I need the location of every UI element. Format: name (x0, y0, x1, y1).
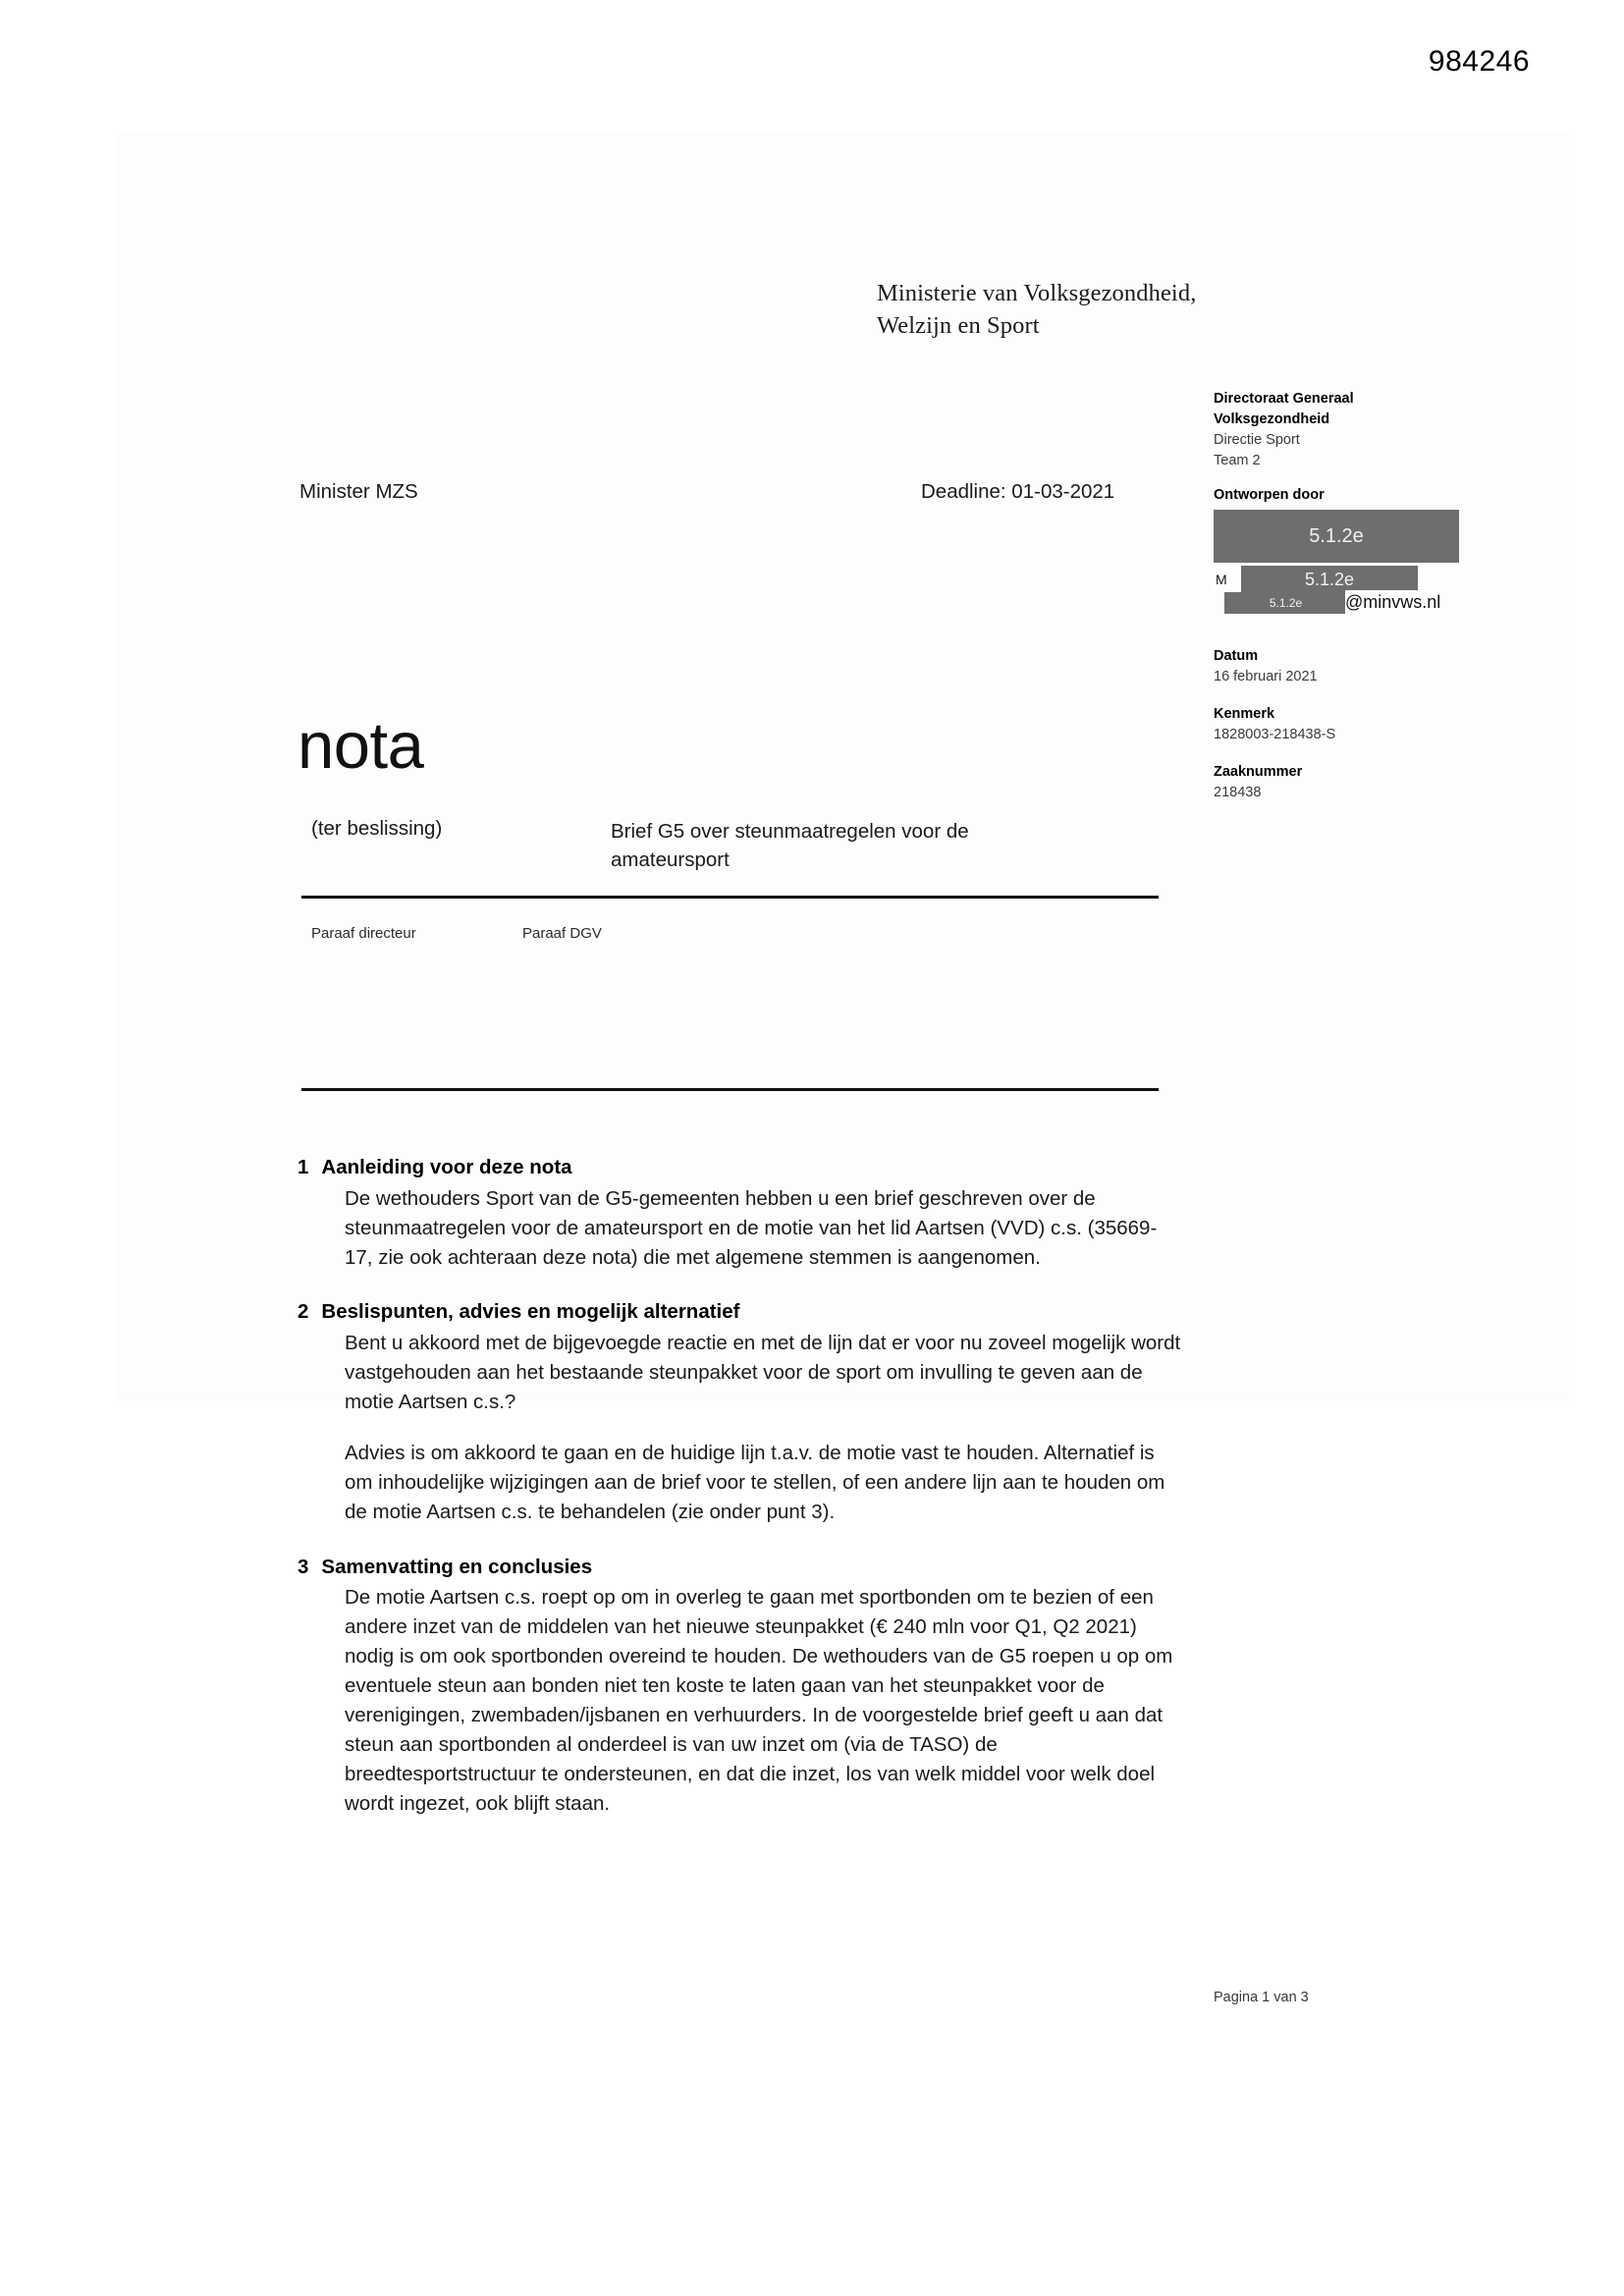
case-number-value: 218438 (1214, 785, 1262, 801)
directorate-line-2: Volksgezondheid (1214, 411, 1330, 428)
team-name: Team 2 (1214, 453, 1261, 469)
section-number: 1 (298, 1156, 309, 1178)
section-heading (298, 1153, 1183, 1182)
section-paragraph: De wethouders Sport van de G5-gemeenten hebben u een brief geschreven over de steunmaatregelen voor de amateursport en de motie van het lid Aartsen (VVD) c.s. (35669-17, zie ook achteraan deze nota) die met algemene stemmen is aangenomen. (345, 1186, 1158, 1269)
signature-field-director: Paraaf directeur (311, 925, 416, 942)
deadline: Deadline: 01-03-2021 (921, 480, 1115, 503)
signature-field-dgv: Paraaf DGV (522, 925, 602, 942)
metadata-column (1214, 389, 1459, 506)
redaction-block-designer-name: 5.1.2e (1214, 510, 1459, 563)
document-section (298, 1297, 1183, 1526)
section-paragraph: Bent u akkoord met de bijgevoegde reactie en met de lijn dat er voor nu zoveel mogelijk wordt vastgehouden aan het bestaande steunpakket voor de sport om invulling te geven aan de motie Aartsen c.s.? (345, 1332, 1181, 1414)
section-paragraph: Advies is om akkoord te gaan en de huidige lijn t.a.v. de motie vast te houden. Alternatief is om inhoudelijke wijzigingen aan de brief voor te stellen, of een andere lijn aan te houden om de motie Aartsen c.s. te behandelen (zie onder punt 3). (345, 1441, 1165, 1523)
section-body (298, 1184, 1183, 1273)
document-number: 984246 (1428, 45, 1530, 78)
section-title: Aanleiding voor deze nota (321, 1156, 572, 1178)
addressee: Minister MZS (299, 480, 418, 503)
date-value: 16 februari 2021 (1214, 669, 1318, 685)
section-title: Beslispunten, advies en mogelijk alternatief (321, 1300, 740, 1324)
divider-bottom (301, 1088, 1159, 1091)
nota-subject: Brief G5 over steunmaatregelen voor de amateursport (611, 820, 969, 872)
section-body (298, 1583, 1183, 1818)
section-heading (298, 1297, 1183, 1327)
section-body (298, 1329, 1183, 1527)
case-number-label: Zaaknummer (1214, 764, 1303, 781)
metadata-column-lower (1214, 646, 1459, 803)
section-paragraph: De motie Aartsen c.s. roept op om in overleg te gaan met sportbonden om te bezien of een andere inzet van de middelen van het nieuwe steunpakket (€ 240 mln voor Q1, Q2 2021) nodig is om ook sportbonden overeind te houden. De wethouders van de G5 roepen u op om eventuele steun aan bonden niet ten koste te laten gaan van het steunpakket voor de verenigingen, zwembaden/ijsbanen en verhuurders. In de voorgestelde brief geeft u aan dat steun aan sportbonden al onderdeel is van uw inzet om (via de TASO) de breedtesportstructuur te ondersteunen, en dat die inzet, los van welk middel voor welk doel wordt ingezet, ook blijft staan. (345, 1586, 1173, 1815)
redaction-block-email-local-part: 5.1.2e (1224, 592, 1347, 614)
page-title: nota (298, 709, 424, 783)
mobile-label: M (1214, 566, 1241, 593)
page-footer: Pagina 1 van 3 (1214, 1990, 1309, 2005)
document-body (298, 1153, 1183, 1844)
redaction-row-mobile (1214, 566, 1459, 593)
divider-top (301, 896, 1159, 899)
designed-by-label: Ontworpen door (1214, 487, 1325, 504)
redaction-block-mobile-number: 5.1.2e (1241, 566, 1418, 593)
email-domain: @minvws.nl (1345, 592, 1441, 612)
ministry-logo (877, 278, 1196, 342)
section-heading (298, 1553, 1183, 1582)
nota-kind: (ter beslissing) (311, 817, 443, 840)
section-title: Samenvatting en conclusies (321, 1555, 593, 1578)
reference-label: Kenmerk (1214, 706, 1275, 723)
direction-name: Directie Sport (1214, 432, 1300, 449)
document-section (298, 1153, 1183, 1272)
document-section (298, 1553, 1183, 1819)
reference-value: 1828003-218438-S (1214, 727, 1336, 743)
date-label: Datum (1214, 648, 1259, 664)
section-number: 2 (298, 1300, 309, 1324)
ministry-logo-line-2: Welzijn en Sport (877, 311, 1040, 339)
directorate-line-1: Directoraat Generaal (1214, 391, 1354, 407)
section-number: 3 (298, 1555, 309, 1578)
ministry-logo-line-1: Ministerie van Volksgezondheid, (877, 280, 1197, 306)
